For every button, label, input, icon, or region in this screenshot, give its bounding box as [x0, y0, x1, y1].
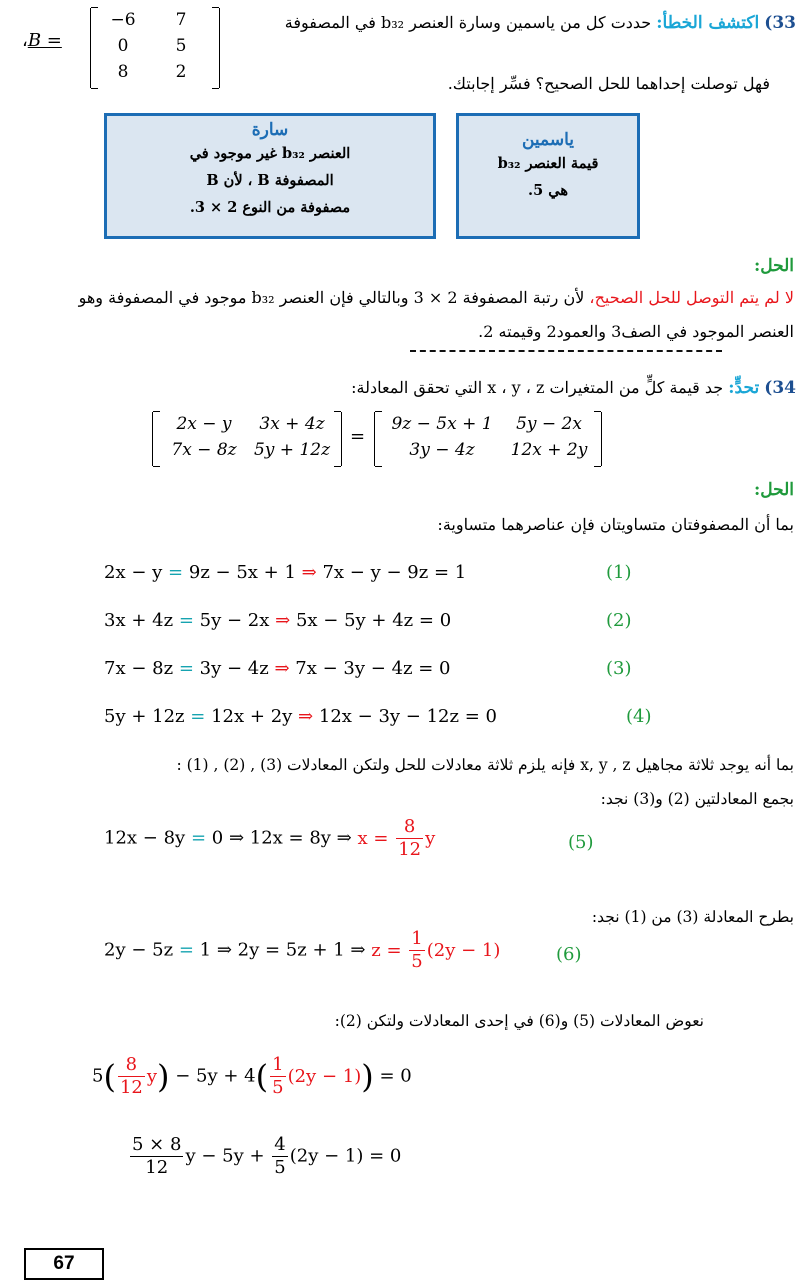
eq7-num1: 8: [118, 1054, 145, 1077]
eq-lhs: 2x − y: [104, 562, 163, 583]
equation-number: (1): [606, 562, 632, 583]
q34-right-cell: 5y − 2x: [516, 414, 582, 434]
eq-arrow: ⇒: [275, 610, 291, 631]
q33-number: 33): [764, 13, 796, 33]
q33-matrix-cell: 0: [117, 36, 129, 56]
eq-result: 7x − 3y − 4z = 0: [295, 658, 451, 679]
q33-matrix-cell: 2: [175, 62, 187, 82]
eq8-den1: 12: [145, 1157, 169, 1178]
q33-matrix-label-text: B =: [27, 30, 62, 51]
eq7-den2: 5: [272, 1077, 284, 1098]
eq-lhs: 7x − 8z: [104, 658, 174, 679]
q33-line2: فهل توصلت إحداهما للحل الصحيح؟ فسِّر إجابتك.: [447, 74, 770, 93]
eq7-mid: − 5y + 4: [175, 1065, 256, 1087]
q34-intro: بما أن المصفوفتان متساويتان فإن عناصرهما متساوية:: [437, 515, 794, 534]
eq7-v2: (2y − 1): [287, 1065, 362, 1087]
equation-number: (3): [606, 658, 632, 679]
eq-rhs: 3y − 4z: [199, 658, 269, 679]
equation-row: [104, 706, 497, 727]
q34-left-cell: 2x − y: [176, 414, 232, 434]
eq7-num2: 1: [272, 1054, 284, 1075]
eq6-a: 2y − 5z: [104, 939, 174, 961]
q34-right-cell: 9z − 5x + 1: [391, 414, 493, 434]
sara-title: سارة: [251, 120, 289, 140]
sara-line: مصفوفة من النوع 2 × 3.: [189, 199, 351, 216]
eq-equals: =: [178, 658, 194, 679]
q33-matrix-cell: 8: [117, 62, 129, 82]
eq-rhs: 9z − 5x + 1: [188, 562, 296, 583]
equation-number: (2): [606, 610, 632, 631]
eq7-tail: = 0: [379, 1065, 412, 1087]
sara-answer-box: [104, 113, 436, 239]
eq7-v1: y: [146, 1065, 158, 1087]
q33-matrix-cell: 5: [175, 36, 187, 56]
q33-matrix-label: [22, 30, 62, 51]
eq5-fraction: [396, 816, 423, 861]
yasmin-line: قيمة العنصر b₃₂: [497, 155, 599, 172]
eq-arrow: ⇒: [301, 562, 317, 583]
eq8-den2: 5: [274, 1157, 286, 1178]
eq6-b: 1 ⇒ 2y = 5z + 1 ⇒: [199, 939, 366, 961]
equation-row: [104, 562, 466, 583]
eq5-num: 8: [396, 816, 423, 839]
eq5-var: y: [425, 827, 436, 849]
q33-solution-line1: [4, 288, 794, 307]
eq6-var: (2y − 1): [426, 939, 501, 961]
yasmin-line: هي 5.: [528, 182, 568, 199]
q33-matrix-cell: 7: [175, 10, 187, 30]
equation-row: [104, 610, 451, 631]
equation-row-7: 5( $\frac{8}{12}$ y) − 5y + 4( $\frac{1}{5}$ (2y − 1)) = 0: [92, 1054, 412, 1098]
q34-left-cell: 3x + 4z: [259, 414, 325, 434]
sara-line: المصفوفة B ، لأن B: [206, 172, 334, 189]
q34-prompt: جد قيمة كلٍّ من المتغيرات x ، y ، z التي تحقق المعادلة:: [351, 378, 724, 397]
eq8-fraction-2: [272, 1134, 287, 1179]
eq7-fraction-1: [118, 1054, 145, 1099]
q33-matrix-suffix: ،: [22, 30, 28, 51]
q33-keyword: اكتشف الخطأ:: [656, 13, 760, 33]
q33-matrix-cell: −6: [110, 10, 136, 30]
eq-result: 12x − 3y − 12z = 0: [318, 706, 497, 727]
equation-row: [104, 658, 451, 679]
eq5-b: 0 ⇒ 12x = 8y ⇒: [211, 827, 352, 849]
q33-solution-red: لا لم يتم التوصل للحل الصحيح،: [589, 288, 794, 307]
q34-note1: بما أنه يوجد ثلاثة مجاهيل x, y , z فإنه يلزم ثلاثة معادلات للحل ولتكن المعادلات (3) , (2) , (1) :: [176, 756, 794, 774]
q34-left-matrix: [152, 412, 342, 466]
q34-right-cell: 3y − 4z: [409, 440, 475, 460]
section-divider: [410, 350, 722, 352]
q33-solution-rest: لأن رتبة المصفوفة 2 × 3 وبالتالي فإن العنصر b₃₂ موجود في المصفوفة وهو: [78, 288, 590, 307]
q34-note4: نعوض المعادلات (5) و(6) في إحدى المعادلات ولتكن (2):: [334, 1012, 704, 1030]
page-number: 67: [24, 1248, 104, 1280]
q34-solution-label: الحل:: [753, 480, 794, 500]
eq-rhs: 12x + 2y: [211, 706, 293, 727]
q34-equals: =: [350, 426, 366, 447]
eq-lhs: 5y + 12z: [104, 706, 185, 727]
eq-rhs: 5y − 2x: [199, 610, 270, 631]
eq6-c: z =: [371, 939, 402, 961]
eq-lhs: 3x + 4z: [104, 610, 174, 631]
eq8-num1: 5 × 8: [132, 1134, 182, 1155]
eq8-fraction-1: [130, 1134, 183, 1179]
eq8-tail: (2y − 1) = 0: [289, 1145, 402, 1167]
eq6-den: 5: [411, 951, 423, 972]
eq-result: 7x − y − 9z = 1: [322, 562, 467, 583]
eq-equals: =: [190, 706, 206, 727]
eq5-a: 12x − 8y: [104, 827, 186, 849]
equation-number: (4): [626, 706, 652, 727]
equation-number: (5): [568, 832, 594, 853]
eq8-num2: 4: [274, 1134, 286, 1155]
yasmin-answer-box: [456, 113, 640, 239]
eq-arrow: ⇒: [298, 706, 314, 727]
q34-left-cell: 7x − 8z: [171, 440, 237, 460]
eq7-coef: 5: [92, 1065, 104, 1087]
q34-number: 34): [764, 378, 796, 398]
q34-right-cell: 12x + 2y: [510, 440, 588, 460]
yasmin-title: ياسمين: [521, 130, 575, 150]
q33-line1: حددت كل من ياسمين وسارة العنصر b₃₂ في المصفوفة: [284, 13, 652, 32]
equation-number: (6): [556, 944, 582, 965]
q34-header: [156, 378, 796, 398]
eq5-c: x =: [357, 827, 389, 849]
q34-left-cell: 5y + 12z: [253, 440, 331, 460]
q34-note3: بطرح المعادلة (3) من (1) نجد:: [591, 908, 794, 926]
eq5-den: 12: [398, 839, 422, 860]
eq6-equals: =: [178, 939, 194, 961]
equation-row-8: [128, 1134, 401, 1179]
q33-solution-line2: العنصر الموجود في الصف3 والعمود2 وقيمته 2.: [478, 322, 794, 341]
eq7-den1: 12: [119, 1077, 143, 1098]
sara-line: العنصر b₃₂ غير موجود في: [189, 145, 351, 162]
eq-equals: =: [168, 562, 184, 583]
q34-note2: بجمع المعادلتين (2) و(3) نجد:: [600, 790, 794, 808]
eq-equals: =: [178, 610, 194, 631]
eq6-num: 1: [411, 928, 423, 949]
q34-right-matrix: [374, 412, 602, 466]
equation-row-6: [104, 928, 500, 973]
eq-result: 5x − 5y + 4z = 0: [295, 610, 452, 631]
eq-arrow: ⇒: [274, 658, 290, 679]
eq7-fraction-2: [270, 1054, 285, 1099]
eq6-fraction: [409, 928, 424, 973]
eq8-mid: y − 5y +: [185, 1145, 265, 1167]
q34-keyword: تحدٍّ:: [728, 378, 760, 398]
q33-header: [256, 12, 796, 34]
equation-row-5: [104, 816, 435, 861]
q33-matrix-b: [90, 8, 220, 88]
eq5-equals: =: [190, 827, 207, 849]
q33-solution-label: الحل:: [753, 256, 794, 276]
